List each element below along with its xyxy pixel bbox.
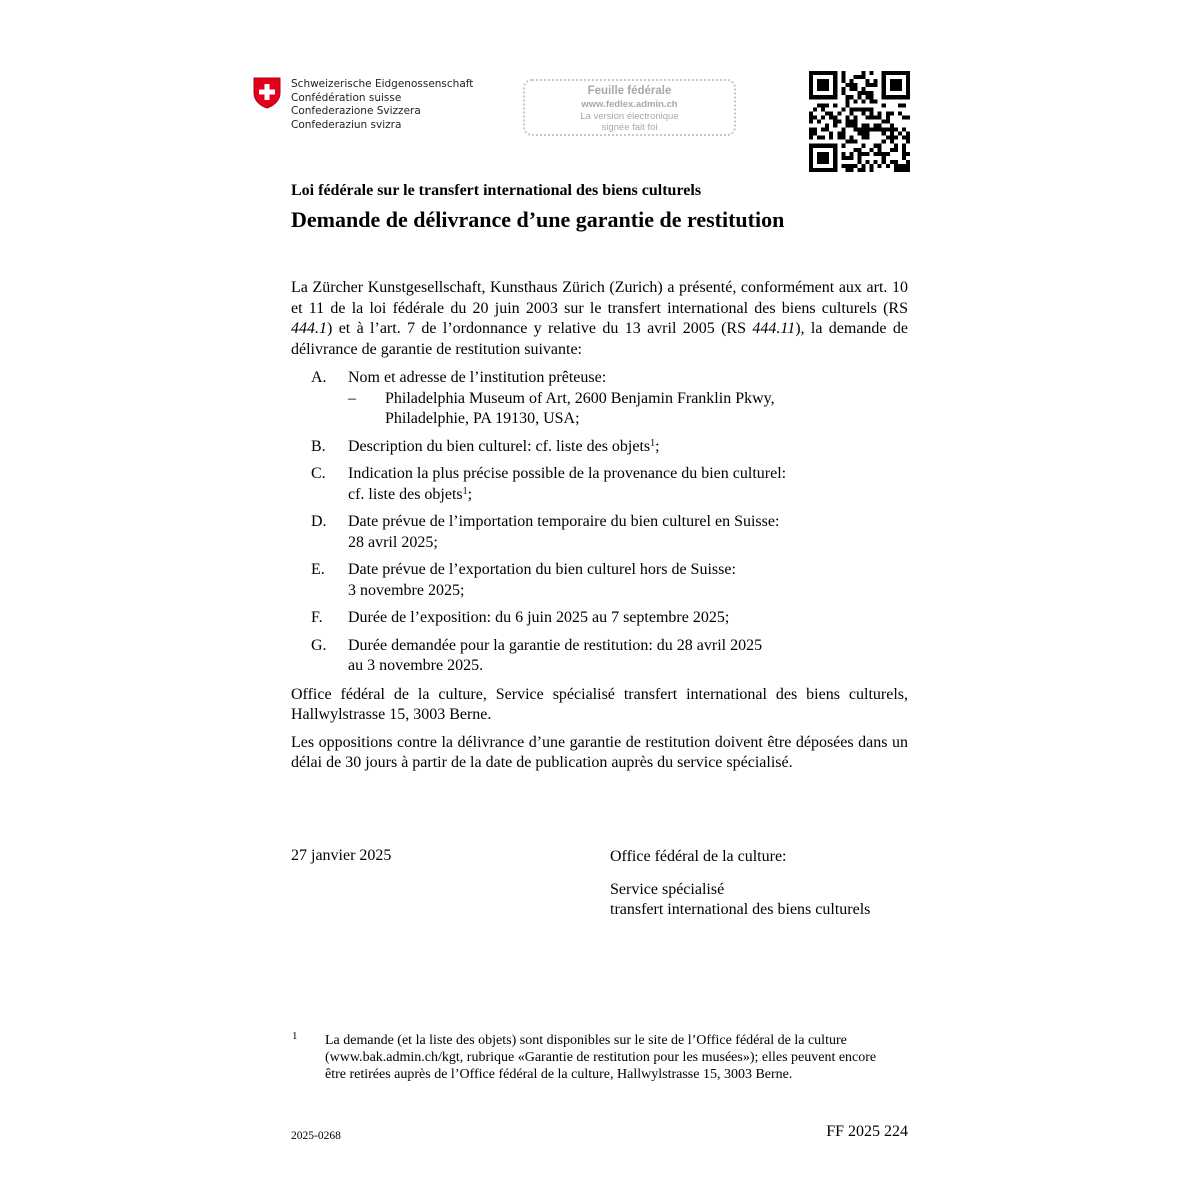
item-label: D.: [311, 513, 327, 530]
document-date: 27 janvier 2025: [291, 847, 392, 864]
list-item-d: [291, 512, 908, 553]
item-label: C.: [311, 465, 326, 482]
qr-code-icon: [809, 71, 910, 172]
signature-line2: Service spécialisé: [610, 880, 725, 898]
item-text: Durée de l’exposition: du 6 juin 2025 au 7 septembre 2025;: [348, 609, 730, 626]
confederation-line-it: Confederazione Svizzera: [291, 105, 421, 117]
lender-address-line1: Philadelphia Museum of Art, 2600 Benjamin Franklin Pkwy,: [385, 389, 775, 407]
list-item-b: [291, 437, 908, 458]
dash: –: [348, 389, 356, 407]
footnote-number: 1: [292, 1030, 298, 1042]
item-text-line2: cf. liste des objets: [348, 485, 463, 503]
document-reference: 2025-0268: [291, 1130, 341, 1142]
request-items-list: [291, 368, 908, 677]
intro-paragraph: [291, 278, 908, 360]
list-item-f: [291, 608, 908, 629]
swiss-coat-of-arms-icon: [253, 77, 281, 109]
signature-block: [610, 847, 870, 921]
item-label: G.: [311, 636, 327, 654]
stamp-line1: La version électronique: [580, 111, 679, 122]
confederation-line-rm: Confederaziun svizra: [291, 118, 402, 131]
list-item-c: [291, 464, 908, 505]
list-item-a: [291, 368, 908, 430]
confederation-line-fr: Confédération suisse: [291, 91, 402, 104]
item-text-line2: 28 avril 2025;: [348, 533, 438, 551]
intro-text-2: ) et à l’art. 7 de l’ordonnance y relative du 13 avril 2005 (RS: [327, 320, 753, 337]
document-subtitle: Loi fédérale sur le transfert international des biens culturels: [291, 182, 702, 199]
sub-item: [348, 389, 868, 430]
document-title: Demande de délivrance d’une garantie de restitution: [291, 207, 785, 232]
office-paragraph: Office fédéral de la culture, Service spécialisé transfert international des biens culturels, Hallwylstrasse 15, 3003 Berne.: [291, 685, 908, 723]
signature-line3: transfert international des biens culturels: [610, 901, 871, 918]
electronic-signature-stamp: [523, 79, 736, 136]
intro-text-1: La Zürcher Kunstgesellschaft, Kunsthaus Zürich (Zurich) a présenté, conformément aux art. 10 et 11 de la loi fédérale du 20 juin 2003 sur le transfert international des biens culturels (RS: [291, 279, 908, 317]
item-text: Date prévue de l’exportation du bien culturel hors de Suisse:: [348, 561, 736, 578]
stamp-line2: signée fait foi: [601, 122, 658, 133]
item-text: Indication la plus précise possible de la provenance du bien culturel:: [348, 465, 787, 482]
item-label: E.: [311, 561, 325, 578]
stamp-url: www.fedlex.admin.ch: [581, 99, 678, 110]
confederation-line-de: Schweizerische Eidgenossenschaft: [291, 78, 474, 90]
rs-reference-2: 444.11: [752, 320, 796, 337]
list-item-e: [291, 560, 908, 601]
item-tail: ;: [467, 485, 473, 503]
item-text: Description du bien culturel: cf. liste des objets: [348, 437, 651, 455]
stamp-title: Feuille fédérale: [587, 85, 672, 97]
item-text: Nom et adresse de l’institution prêteuse:: [348, 369, 607, 386]
document-body: [291, 278, 908, 774]
signature-line1: Office fédéral de la culture:: [610, 848, 787, 865]
footnote-ref[interactable]: 1: [462, 485, 468, 497]
item-label: A.: [311, 369, 327, 386]
lender-address-line2: Philadelphie, PA 19130, USA;: [385, 410, 580, 427]
item-label: F.: [311, 609, 323, 626]
ff-number: FF 2025 224: [826, 1123, 908, 1140]
item-text-line2: au 3 novembre 2025.: [348, 657, 484, 674]
item-label: B.: [311, 437, 326, 455]
intro-text-3: ), la demande de délivrance de garantie de restitution suivante:: [291, 320, 908, 358]
footnote-ref[interactable]: 1: [650, 437, 656, 449]
confederation-name: [291, 78, 473, 132]
item-text: Durée demandée pour la garantie de restitution: du 28 avril 2025: [348, 636, 763, 654]
opposition-paragraph: Les oppositions contre la délivrance d’une garantie de restitution doivent être déposées dans un délai de 30 jours à partir de la date de publication auprès du service spécialisé.: [291, 733, 908, 771]
item-text: Date prévue de l’importation temporaire du bien culturel en Suisse:: [348, 513, 780, 530]
list-item-g: [291, 636, 908, 677]
item-tail: ;: [655, 437, 660, 455]
item-text-line2: 3 novembre 2025;: [348, 581, 465, 599]
rs-reference-1: 444.1: [291, 320, 327, 337]
footnote-text: La demande (et la liste des objets) sont disponibles sur le site de l’Office fédéral de la culture (www.bak.admin.ch/kgt, rubrique «Garantie de restitution pour les musées»); elles peuvent encore être retirées auprès de l’Office fédéral de la culture, Hallwylstrasse 15, 3003 Berne.: [325, 1033, 877, 1082]
